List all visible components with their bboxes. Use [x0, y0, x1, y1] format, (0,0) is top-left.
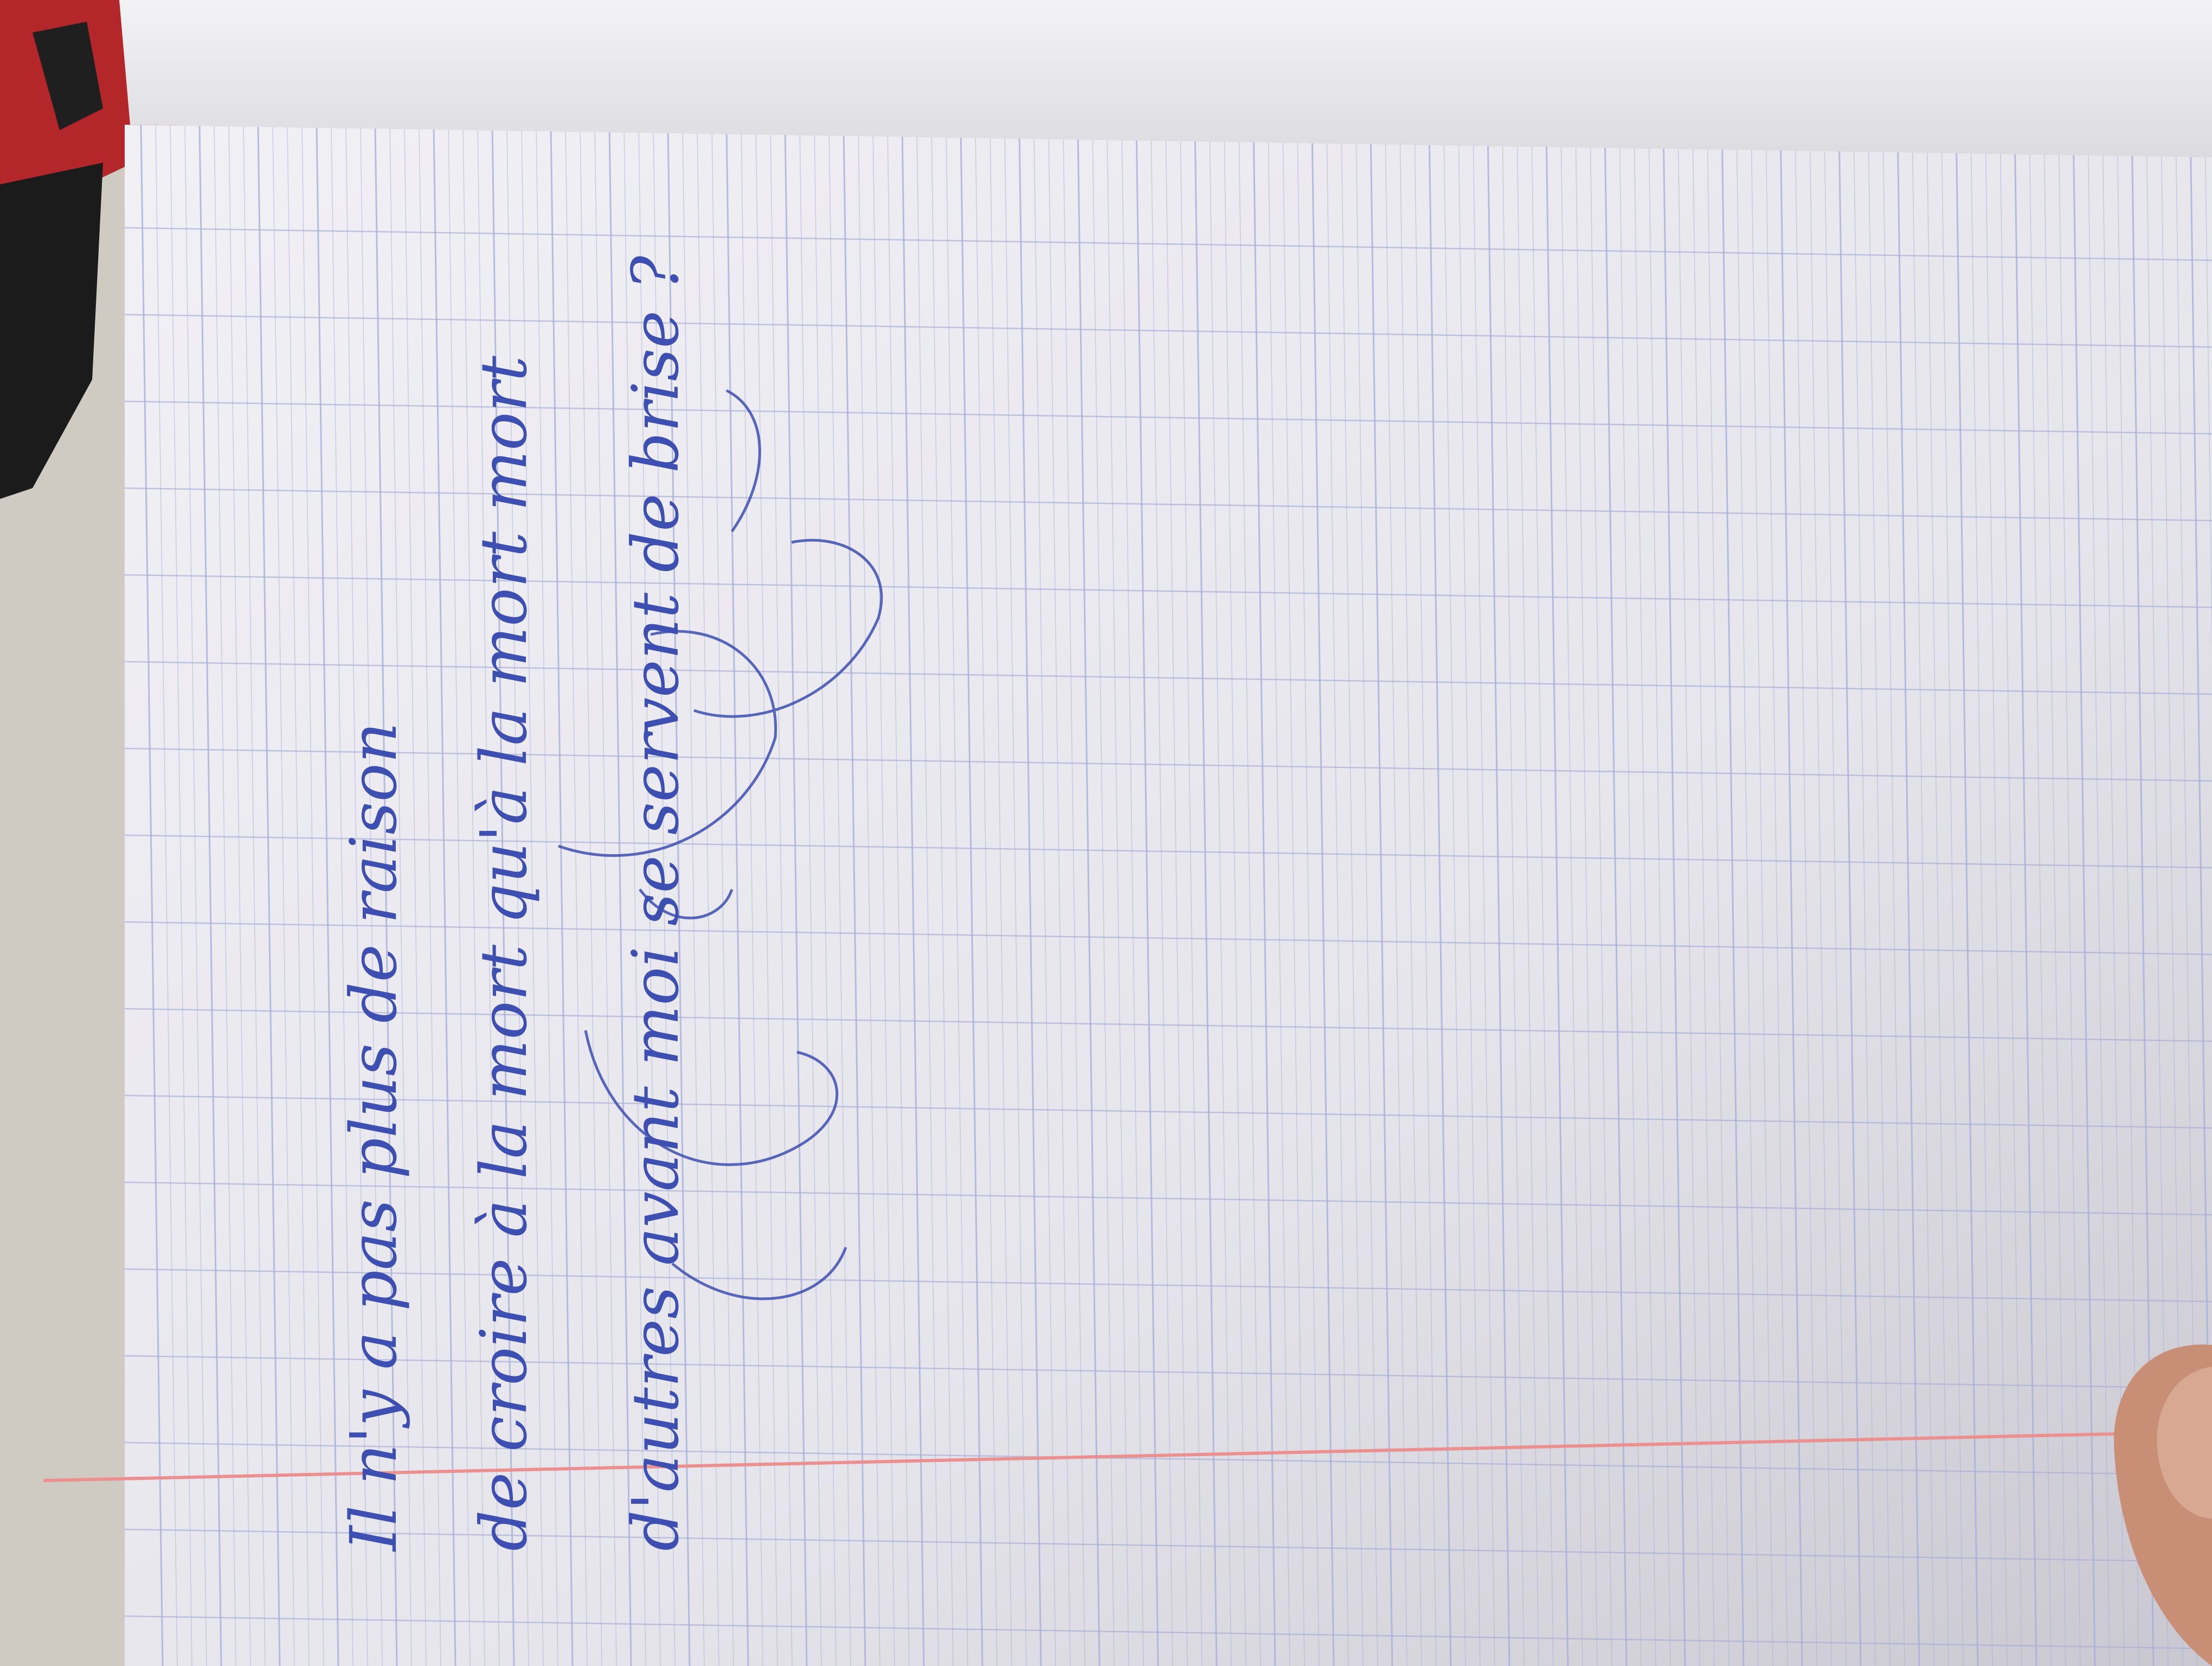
handwriting-line-1: Il n'y a pas plus de raison — [336, 722, 411, 1551]
handwriting-line-3: d'autres avant moi se servent de brise ? — [618, 255, 693, 1551]
handwriting-line-2: de croire à la mort qu'à la mort mort — [466, 355, 541, 1551]
